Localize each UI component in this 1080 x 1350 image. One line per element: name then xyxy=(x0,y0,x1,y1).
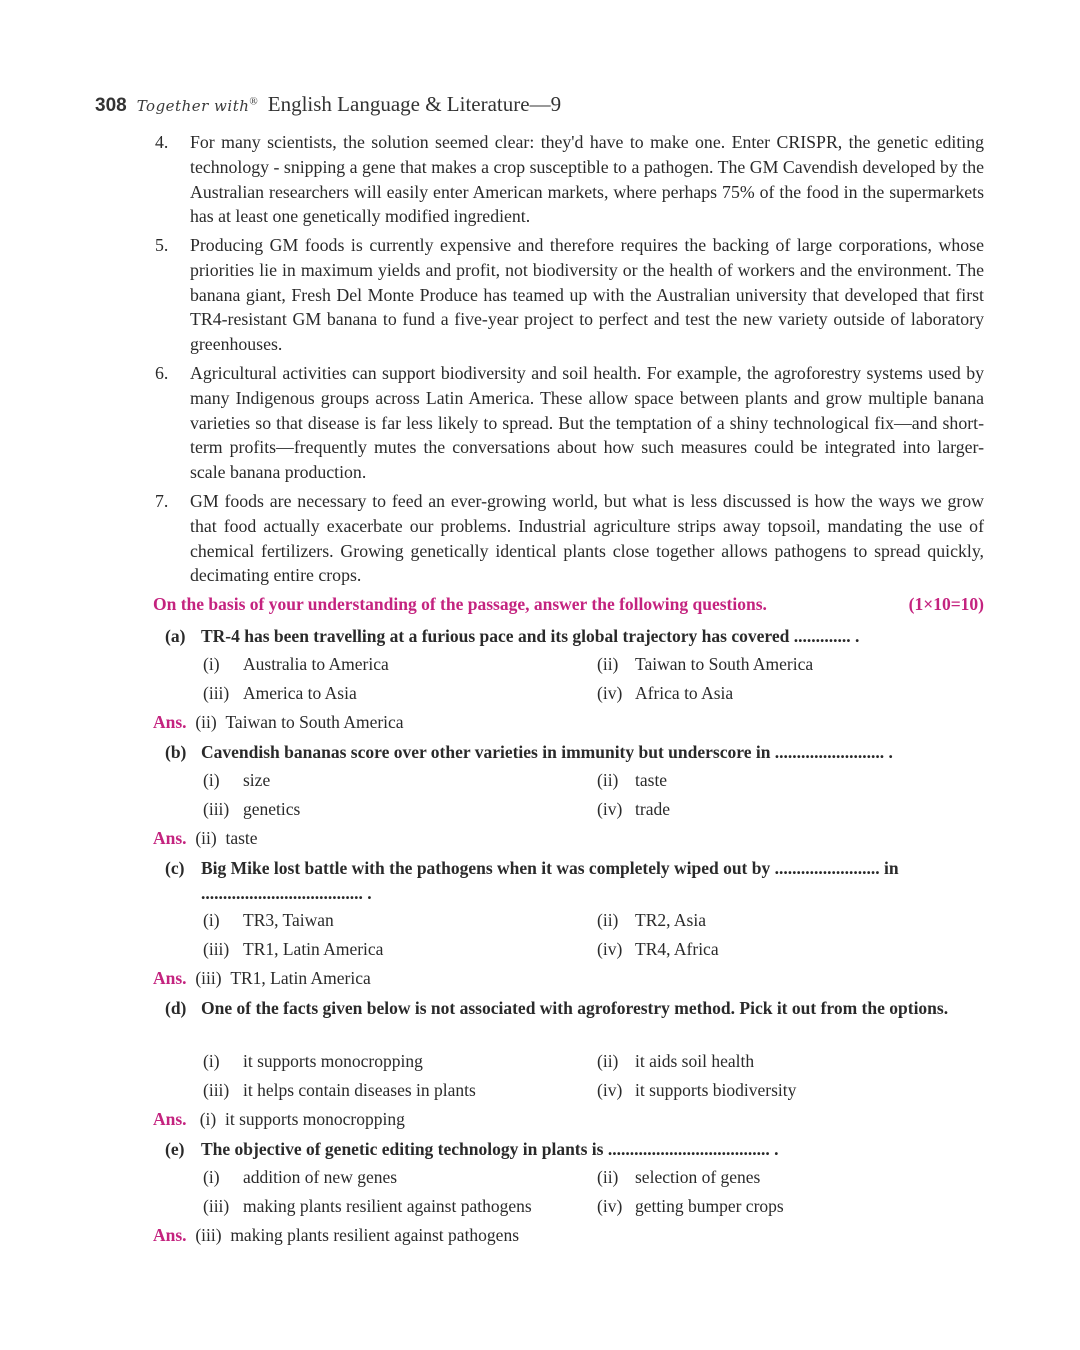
question-label: (a) xyxy=(165,626,186,646)
option-c-iii: (iii) TR1, Latin America xyxy=(203,939,384,959)
marks-label: (1×10=10) xyxy=(908,594,984,614)
question-label: (d) xyxy=(165,998,187,1018)
answer-d: Ans. (i) it supports monocropping xyxy=(153,1109,405,1129)
option-d-ii: (ii) it aids soil health xyxy=(597,1051,755,1071)
question-d xyxy=(165,996,985,1021)
page-header xyxy=(95,92,561,122)
option-d-iii: (iii) it helps contain diseases in plants xyxy=(203,1080,476,1100)
option-d-iv: (iv) it supports biodiversity xyxy=(597,1080,797,1100)
book-title: English Language & Literature—9 xyxy=(267,92,562,116)
paragraph-text: Agricultural activities can support biodiversity and soil health. For example, the agroforestry systems used by many Indigenous groups across Latin America. These allow space between plants and grow multiple banana varieties so that disease is far less likely to spread. But the temptation of a shiny technological fix—and short-term profits—frequently mutes the conversations about how such measures could be integrated into larger-scale banana production. xyxy=(190,363,984,483)
question-text: The objective of genetic editing technology in plants is ..................................... . xyxy=(201,1139,779,1159)
question-a xyxy=(165,624,985,649)
paragraph-4 xyxy=(155,130,984,229)
question-label: (e) xyxy=(165,1139,185,1159)
paragraph-text: GM foods are necessary to feed an ever-growing world, but what is less discussed is how the ways we grow that food actually exacerbate our problems. Industrial agriculture strips away topsoil, mandating the use of chemical fertilizers. Growing genetically identical plants close together allows pathogens to spread quickly, decimating entire crops. xyxy=(190,491,984,586)
question-text: Big Mike lost battle with the pathogens when it was completely wiped out by ........................ in ..................................... . xyxy=(201,858,899,903)
question-e xyxy=(165,1137,985,1162)
option-e-i: (i) addition of new genes xyxy=(203,1167,398,1187)
paragraph-number: 4. xyxy=(155,132,169,152)
registered-mark: ® xyxy=(249,95,258,108)
paragraph-number: 7. xyxy=(155,491,169,511)
option-e-iii: (iii) making plants resilient against pathogens xyxy=(203,1196,532,1216)
answer-a: Ans. (ii) Taiwan to South America xyxy=(153,712,404,732)
answer-label: Ans. xyxy=(153,1109,187,1129)
option-c-iv: (iv) TR4, Africa xyxy=(597,939,719,959)
paragraph-6 xyxy=(155,361,984,485)
questions-instruction xyxy=(153,594,984,618)
instruction-text: On the basis of your understanding of the passage, answer the following questions. xyxy=(153,594,767,614)
question-label: (c) xyxy=(165,858,185,878)
answer-b: Ans. (ii) taste xyxy=(153,828,258,848)
question-text: One of the facts given below is not associated with agroforestry method. Pick it out from the options. xyxy=(201,998,949,1018)
option-a-iii: (iii) America to Asia xyxy=(203,683,357,703)
option-e-iv: (iv) getting bumper crops xyxy=(597,1196,784,1216)
option-b-iii: (iii) genetics xyxy=(203,799,301,819)
answer-label: Ans. xyxy=(153,968,187,988)
option-c-i: (i) TR3, Taiwan xyxy=(203,910,334,930)
answer-label: Ans. xyxy=(153,1225,187,1245)
option-b-iv: (iv) trade xyxy=(597,799,670,819)
option-a-i: (i) Australia to America xyxy=(203,654,389,674)
option-a-ii: (ii) Taiwan to South America xyxy=(597,654,814,674)
option-a-iv: (iv) Africa to Asia xyxy=(597,683,734,703)
answer-label: Ans. xyxy=(153,712,187,732)
question-b xyxy=(165,740,985,765)
answer-e: Ans. (iii) making plants resilient against pathogens xyxy=(153,1225,520,1245)
option-d-i: (i) it supports monocropping xyxy=(203,1051,423,1071)
question-label: (b) xyxy=(165,742,187,762)
paragraph-text: Producing GM foods is currently expensive and therefore requires the backing of large corporations, whose priorities lie in maximum yields and profit, not biodiversity or the health of workers and the environment. The banana giant, Fresh Del Monte Produce has teamed up with the Australian university that developed that first TR4-resistant GM banana to fund a five-year project to perfect and test the new variety outside of laboratory greenhouses. xyxy=(190,235,984,355)
paragraph-text: For many scientists, the solution seemed clear: they'd have to make one. Enter CRISPR, the genetic editing technology - snipping a gene that makes a crop susceptible to a pathogen. The GM Cavendish developed by the Australian researchers will easily enter American markets, where perhaps 75% of the food in the supermarkets has at least one genetically modified ingredient. xyxy=(190,132,984,227)
question-c xyxy=(165,856,985,906)
page-number: 308 xyxy=(95,95,127,116)
option-e-ii: (ii) selection of genes xyxy=(597,1167,761,1187)
paragraph-number: 6. xyxy=(155,363,169,383)
book-brand: Together with xyxy=(136,97,250,115)
answer-c: Ans. (iii) TR1, Latin America xyxy=(153,968,371,988)
answer-label: Ans. xyxy=(153,828,187,848)
paragraph-7 xyxy=(155,489,984,588)
option-b-i: (i) size xyxy=(203,770,271,790)
paragraph-5 xyxy=(155,233,984,357)
question-text: Cavendish bananas score over other varieties in immunity but underscore in ......................... . xyxy=(201,742,893,762)
option-c-ii: (ii) TR2, Asia xyxy=(597,910,706,930)
option-b-ii: (ii) taste xyxy=(597,770,668,790)
question-text: TR-4 has been travelling at a furious pace and its global trajectory has covered ............. . xyxy=(201,626,860,646)
paragraph-number: 5. xyxy=(155,235,169,255)
